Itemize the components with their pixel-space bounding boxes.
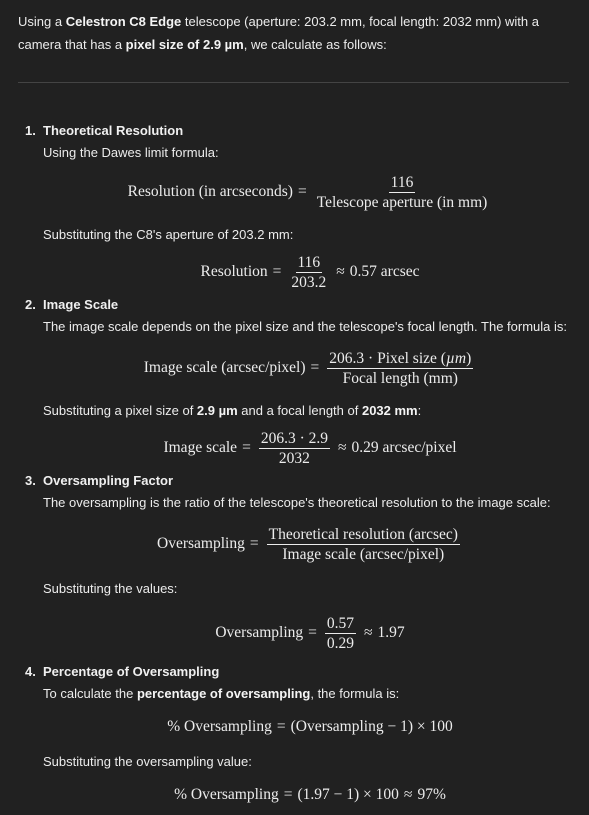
approx-sign: ≈ [403,786,413,803]
section-heading [25,472,577,490]
fraction-denominator: 203.2 [291,273,327,291]
fraction-denominator: Focal length (mm) [342,369,458,387]
equation-resolution-value [43,250,577,294]
approx-sign: ≈ [337,439,347,456]
section-text: The image scale depends on the pixel size and the telescope's focal length. The formula is: [43,319,567,334]
fraction-numerator: 0.57 [326,614,355,632]
equation-rhs: (1.97 − 1) × 100 [297,786,399,803]
section-number: 2. [25,297,36,312]
section-text: Substituting the C8's aperture of 203.2 mm: [43,227,294,242]
equation-result: 1.97 [377,624,405,641]
fraction-numerator [327,349,473,369]
section-number: 1. [25,123,36,138]
equation-result: 97% [417,786,446,803]
section-title: Oversampling Factor [43,473,174,488]
fraction-numerator: Theoretical resolution (arcsec) [268,525,458,543]
section-title: Percentage of Oversampling [43,664,220,679]
intro-text: telescope (aperture: 203.2 mm, focal length: 2032 mm) with a camera that has a [18,14,539,52]
equation-oversampling [43,522,577,566]
equation-rhs: (Oversampling − 1) × 100 [290,718,453,735]
numerator-text: 206.3 · Pixel size ( [329,349,446,367]
section-text-part: and a focal length of [237,403,362,418]
section-heading [25,663,577,681]
section-divider [18,82,569,83]
section-text-part: , the formula is: [310,686,400,701]
section-title: Image Scale [43,297,119,312]
fraction-denominator: 2032 [278,449,310,467]
section-text: Substituting the oversampling value: [43,754,252,769]
approx-sign: ≈ [336,263,345,280]
fraction-numerator: 206.3 · 2.9 [260,429,328,447]
section-oversampling-factor [25,472,577,655]
equation-oversampling-value [43,611,577,655]
equals-sign: = [272,263,282,280]
fraction-denominator: Image scale (arcsec/pixel) [282,545,445,563]
equals-sign: = [283,786,293,803]
equation-result: 0.57 arcsec [349,263,420,280]
section-number: 4. [25,664,36,679]
fraction [259,429,330,468]
fraction [315,173,490,212]
section-body [25,494,577,655]
section-text [43,402,577,420]
section-heading [25,122,577,140]
focal-length-value: 2032 mm [361,403,418,418]
equation-dawes-limit [43,170,577,214]
section-percentage-oversampling [25,663,577,807]
section-image-scale [25,296,577,470]
fraction-denominator: Telescope aperture (in mm) [316,193,488,211]
numerator-text: ) [466,349,472,367]
equals-sign: = [297,183,307,200]
equation-percent-oversampling-value [43,783,577,807]
fraction-numerator: 116 [297,253,321,271]
equals-sign: = [242,439,251,456]
equation-lhs: Resolution [200,263,268,280]
section-number: 3. [25,473,36,488]
section-text-part: To calculate the [43,686,137,701]
section-body [25,685,577,807]
approx-sign: ≈ [364,624,373,641]
equals-sign: = [276,718,286,735]
section-text [43,685,577,703]
fraction-denominator: 0.29 [326,634,355,652]
telescope-name: Celestron C8 Edge [65,14,182,29]
section-text: Substituting the values: [43,581,178,596]
fraction [327,349,473,388]
equation-image-scale [43,346,577,390]
equation-lhs: Resolution (in arcseconds) [127,183,293,200]
section-text-part: Substituting a pixel size of [43,403,197,418]
unit-variable: µm [445,349,467,367]
pixel-size-highlight: pixel size of 2.9 µm [125,37,244,52]
fraction-numerator: 116 [390,173,414,191]
equation-percent-oversampling [43,715,577,739]
pixel-size-value: 2.9 µm [196,403,238,418]
intro-text: Using a [18,14,66,29]
section-title: Theoretical Resolution [43,123,184,138]
equals-sign: = [249,535,259,552]
fraction [325,614,356,653]
section-text-highlight: percentage of oversampling [136,686,311,701]
equation-image-scale-value [43,426,577,470]
equation-lhs: % Oversampling [167,718,272,735]
section-text: Using the Dawes limit formula: [43,145,219,160]
equation-lhs: Oversampling [157,535,245,552]
equation-lhs: % Oversampling [174,786,279,803]
equation-result: 0.29 arcsec/pixel [351,439,457,456]
equation-lhs: Image scale [163,439,238,456]
section-body [25,144,577,294]
section-heading [25,296,577,314]
section-text: The oversampling is the ratio of the telescope's theoretical resolution to the image scale: [43,495,551,510]
section-body [25,318,577,470]
equation-lhs: Oversampling [215,624,304,641]
intro-paragraph [18,10,568,56]
section-theoretical-resolution [25,122,577,294]
equals-sign: = [310,359,320,376]
fraction [267,525,460,564]
equation-lhs: Image scale (arcsec/pixel) [143,359,306,376]
equals-sign: = [308,624,317,641]
section-text-part: : [417,403,422,418]
intro-text: , we calculate as follows: [243,37,387,52]
fraction [289,253,328,292]
